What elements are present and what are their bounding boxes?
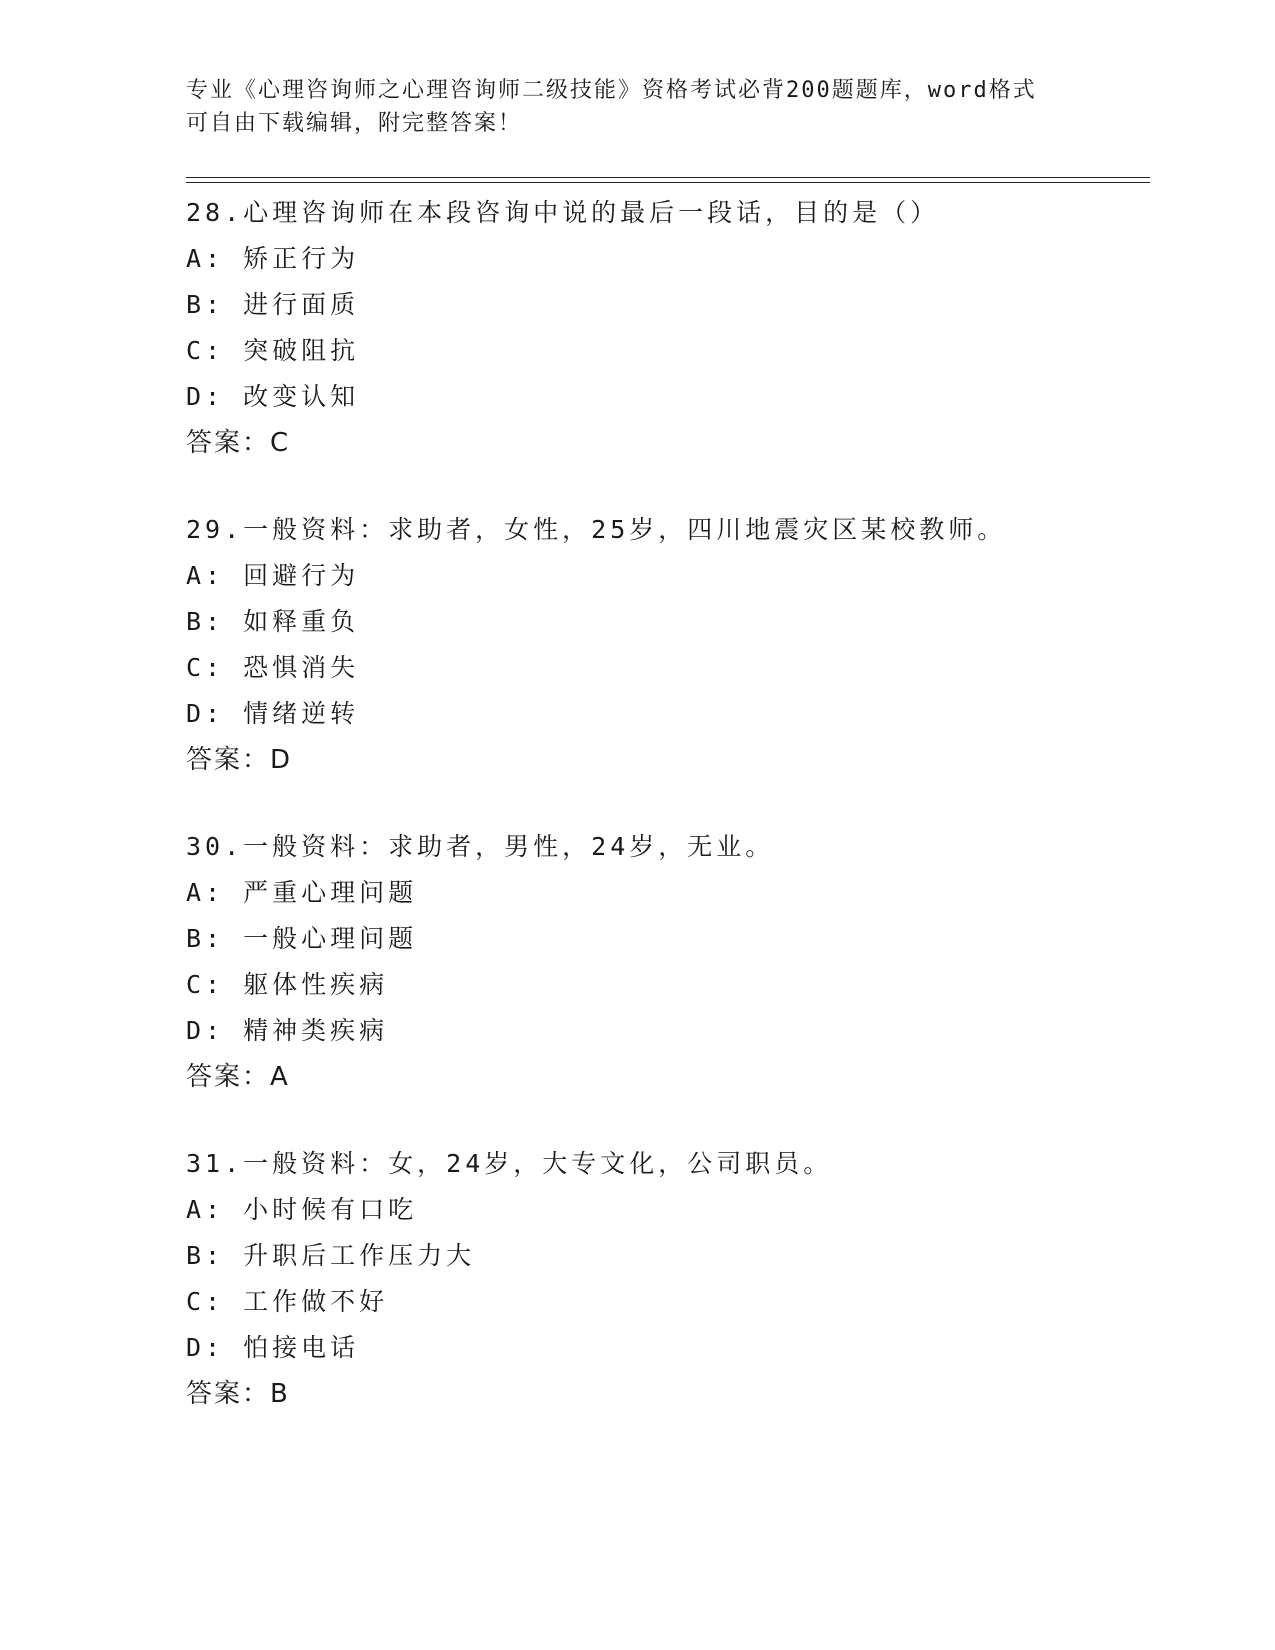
- option-d: D: 精神类疾病: [186, 1016, 389, 1045]
- question-stem: 28.心理咨询师在本段咨询中说的最后一段话，目的是（）: [186, 198, 940, 227]
- question-28: [186, 190, 1146, 466]
- question-31: [186, 1141, 1146, 1417]
- option-b: B: 升职后工作压力大: [186, 1241, 476, 1270]
- question-stem: 30.一般资料：求助者，男性，24岁，无业。: [186, 832, 775, 861]
- answer-label: 答案：C: [186, 428, 291, 458]
- option-c: C: 恐惧消失: [186, 653, 360, 682]
- header-line-2: 可自由下载编辑，附完整答案！: [186, 111, 523, 136]
- answer-label: 答案：B: [186, 1379, 290, 1409]
- question-stem: 29.一般资料：求助者，女性，25岁，四川地震灾区某校教师。: [186, 515, 1007, 544]
- option-d: D: 怕接电话: [186, 1333, 360, 1362]
- question-stem: 31.一般资料：女，24岁，大专文化，公司职员。: [186, 1149, 833, 1178]
- option-a: A: 回避行为: [186, 561, 360, 590]
- option-b: B: 进行面质: [186, 290, 360, 319]
- option-d: D: 情绪逆转: [186, 699, 360, 728]
- option-a: A: 矫正行为: [186, 244, 360, 273]
- header-divider-bottom: [186, 182, 1150, 183]
- answer-label: 答案：A: [186, 1062, 290, 1092]
- option-a: A: 小时候有口吃: [186, 1195, 418, 1224]
- option-c: C: 工作做不好: [186, 1287, 389, 1316]
- document-header: [186, 74, 1086, 140]
- option-b: B: 如释重负: [186, 607, 360, 636]
- option-b: B: 一般心理问题: [186, 924, 418, 953]
- question-list: [186, 190, 1146, 1458]
- option-c: C: 突破阻抗: [186, 336, 360, 365]
- header-divider-top: [186, 177, 1150, 178]
- question-29: [186, 507, 1146, 783]
- question-30: [186, 824, 1146, 1100]
- option-c: C: 躯体性疾病: [186, 970, 389, 999]
- answer-label: 答案：D: [186, 745, 293, 775]
- header-line-1: 专业《心理咨询师之心理咨询师二级技能》资格考试必背200题题库，word格式: [186, 78, 1037, 103]
- option-a: A: 严重心理问题: [186, 878, 418, 907]
- option-d: D: 改变认知: [186, 382, 360, 411]
